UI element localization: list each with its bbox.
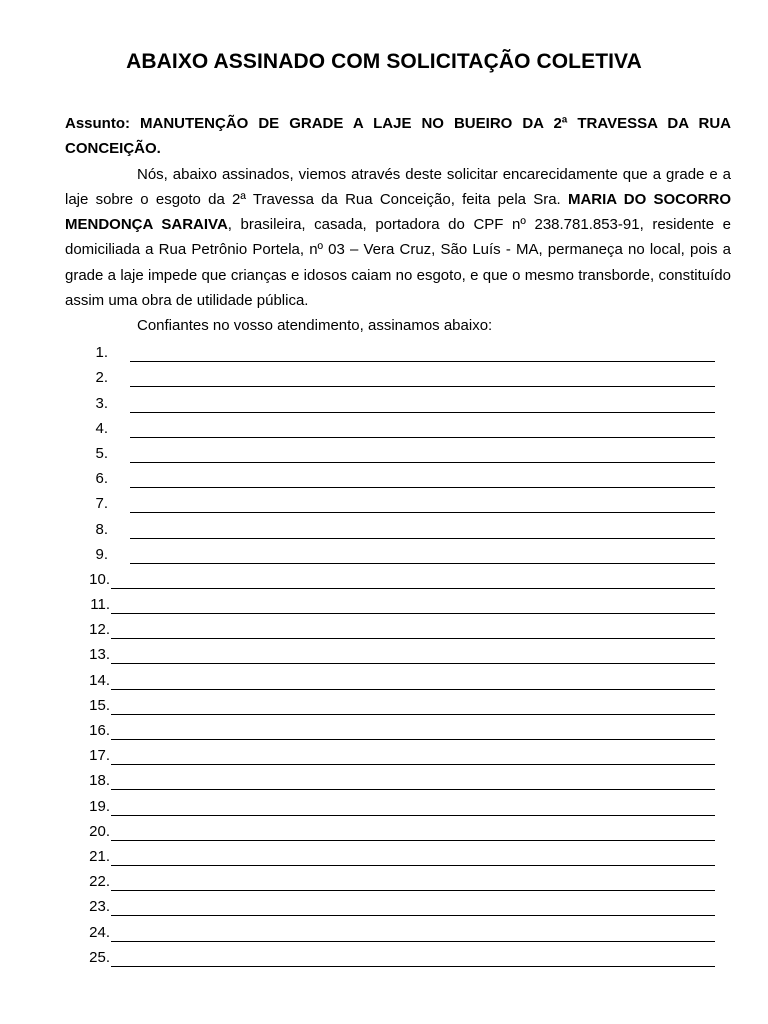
signature-row — [65, 438, 715, 463]
signature-number: 2. — [95, 369, 108, 387]
signature-number: 4. — [95, 419, 108, 437]
signature-row — [65, 916, 715, 941]
signature-number: 11. — [90, 596, 110, 614]
signature-row — [65, 387, 715, 412]
signature-number: 12. — [89, 621, 110, 639]
document-body — [65, 111, 731, 339]
signature-line[interactable] — [111, 848, 715, 866]
signature-line[interactable] — [111, 924, 715, 942]
signature-row — [65, 614, 715, 639]
signature-line[interactable] — [130, 495, 715, 513]
signature-row — [65, 488, 715, 513]
signature-line[interactable] — [111, 949, 715, 967]
signature-row — [65, 790, 715, 815]
signature-line[interactable] — [130, 470, 715, 488]
signature-line[interactable] — [130, 521, 715, 539]
signature-row — [65, 664, 715, 689]
signature-row — [65, 715, 715, 740]
signature-line[interactable] — [111, 672, 715, 690]
signature-line[interactable] — [130, 445, 715, 463]
signature-line[interactable] — [111, 722, 715, 740]
signature-row — [65, 589, 715, 614]
closing-paragraph: Confiantes no vosso atendimento, assinamos abaixo: — [137, 317, 493, 335]
signature-row — [65, 639, 715, 664]
signature-number: 1. — [95, 344, 108, 362]
signature-row — [65, 463, 715, 488]
subject-text: MANUTENÇÃO DE GRADE A LAJE NO BUEIRO DA 2ª TRAVESSA DA RUA CONCEIÇÃO — [65, 115, 731, 158]
signature-number: 20. — [89, 822, 110, 840]
signature-number: 23. — [89, 898, 110, 916]
subject-end: . — [156, 140, 161, 158]
signature-row — [65, 337, 715, 362]
signature-number: 21. — [89, 847, 110, 865]
signature-line[interactable] — [111, 772, 715, 790]
subject-line — [65, 111, 731, 162]
signature-row — [65, 362, 715, 387]
signature-number: 17. — [89, 747, 110, 765]
signature-list — [65, 337, 715, 967]
signature-number: 16. — [89, 722, 110, 739]
signature-row — [65, 539, 715, 564]
signature-line[interactable] — [111, 571, 715, 589]
signature-number: 10. — [89, 570, 110, 588]
signature-line[interactable] — [111, 646, 715, 664]
signature-row — [65, 513, 715, 538]
signature-line[interactable] — [130, 369, 715, 387]
signature-line[interactable] — [130, 344, 715, 362]
signature-row — [65, 413, 715, 438]
signature-number: 14. — [89, 671, 110, 689]
request-paragraph — [65, 162, 731, 314]
signature-number: 7. — [95, 495, 108, 513]
signature-number: 19. — [89, 797, 110, 815]
paragraph1-rest: , brasileira, casada, portadora do CPF nº 238.781.853-91, residente e domiciliada a Rua Petrônio Portela, nº 03 – Vera Cruz, São Luís - MA, permaneça no local, pois a grade a laje impede que crianças e idosos caiam no esgoto, e que o mesmo transborde, constituído assim uma obra de utilidade pública. — [65, 216, 731, 310]
signature-line[interactable] — [111, 873, 715, 891]
signature-row — [65, 816, 715, 841]
signature-number: 13. — [89, 646, 110, 664]
signature-number: 6. — [95, 470, 108, 488]
signature-line[interactable] — [111, 621, 715, 639]
signature-line[interactable] — [130, 546, 715, 564]
signature-row — [65, 690, 715, 715]
signature-row — [65, 891, 715, 916]
signature-line[interactable] — [111, 747, 715, 765]
signature-number: 9. — [95, 545, 108, 563]
signature-row — [65, 841, 715, 866]
signature-line[interactable] — [111, 596, 715, 614]
signature-number: 8. — [95, 520, 108, 538]
signature-row — [65, 942, 715, 967]
signature-line[interactable] — [111, 697, 715, 715]
document-title: ABAIXO ASSINADO COM SOLICITAÇÃO COLETIVA — [126, 50, 642, 73]
signature-number: 22. — [89, 873, 110, 891]
signature-line[interactable] — [111, 898, 715, 916]
signature-line[interactable] — [111, 798, 715, 816]
signature-row — [65, 866, 715, 891]
signature-line[interactable] — [130, 420, 715, 438]
signature-number: 3. — [95, 394, 108, 412]
signature-line[interactable] — [130, 395, 715, 413]
signature-number: 18. — [89, 772, 110, 790]
subject-label: Assunto: — [65, 115, 130, 132]
signature-line[interactable] — [111, 823, 715, 841]
signature-number: 24. — [89, 923, 110, 941]
petitioner-name: MARIA DO SOCORRO MENDONÇA SARAIVA — [65, 190, 731, 234]
signature-row — [65, 564, 715, 589]
signature-row — [65, 740, 715, 765]
signature-number: 25. — [89, 948, 110, 966]
signature-number: 15. — [89, 696, 110, 714]
signature-number: 5. — [95, 444, 108, 462]
paragraph1-intro: Nós, abaixo assinados, viemos através deste solicitar encarecidamente que a grade e a laje sobre o esgoto da 2ª Travessa da Rua Conceição, feita pela Sra. — [65, 165, 731, 208]
signature-row — [65, 765, 715, 790]
